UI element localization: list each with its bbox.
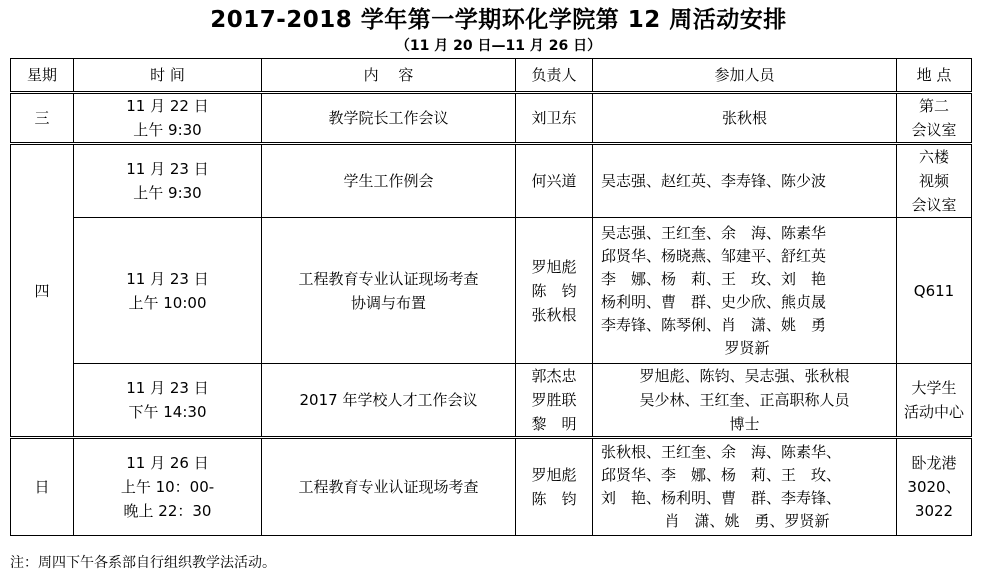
participants-line: 邱贤华、李 娜、杨 莉、王 玫、: [601, 466, 842, 484]
location-line: 活动中心: [903, 403, 964, 421]
location-line: 卧龙港: [911, 454, 957, 472]
location-line: 会议室: [911, 121, 957, 139]
leader-line: 陈 钧: [531, 281, 577, 300]
day-cell: 三: [11, 93, 74, 144]
time-line: 下午 14:30: [128, 403, 207, 421]
time-line: 晚上 22：30: [123, 502, 212, 520]
participants-line: 肖 潇、姚 勇、罗贤新: [664, 512, 830, 530]
location-line: 视频: [918, 172, 949, 190]
time-line: 11 月 22 日: [126, 97, 209, 115]
time-cell: [74, 218, 262, 364]
content-cell: [262, 218, 516, 364]
leader-cell: [516, 438, 593, 536]
time-line: 11 月 26 日: [126, 454, 209, 472]
leader-line: 罗胜联: [531, 391, 577, 409]
header-leader: 负责人: [516, 59, 593, 93]
leader-line: 刘卫东: [531, 109, 577, 127]
time-line: 上午 9:30: [133, 184, 202, 202]
participants-line: 李寿锋、陈琴俐、肖 潇、姚 勇: [601, 315, 827, 334]
header-day: 星期: [11, 59, 74, 93]
time-cell: [74, 364, 262, 438]
participants-cell: [593, 93, 897, 144]
leader-cell: [516, 93, 593, 144]
content-line: 工程教育专业认证现场考查: [298, 478, 479, 496]
leader-line: 罗旭彪: [531, 257, 577, 276]
location-cell: [897, 218, 972, 364]
table-row: [11, 364, 972, 438]
location-cell: [897, 364, 972, 438]
header-content: 内 容: [262, 59, 516, 93]
participants-line: 吴志强、王红奎、余 海、陈素华: [601, 223, 827, 242]
content-cell: [262, 364, 516, 438]
leader-line: 郭杰忠: [531, 367, 577, 385]
content-cell: [262, 438, 516, 536]
location-cell: [897, 438, 972, 536]
content-cell: [262, 144, 516, 218]
participants-line: 刘 艳、杨利明、曹 群、李寿锋、: [601, 489, 842, 507]
participants-cell: [593, 364, 897, 438]
table-row: [11, 93, 972, 144]
header-location: 地 点: [897, 59, 972, 93]
location-line: 3022: [914, 502, 954, 520]
leader-cell: [516, 144, 593, 218]
leader-line: 何兴道: [531, 172, 577, 190]
leader-line: 张秋根: [531, 305, 577, 324]
participants-line: 博士: [729, 415, 760, 433]
time-line: 上午 10：00-: [120, 478, 215, 496]
participants-line: 张秋根、王红奎、余 海、陈素华、: [601, 443, 842, 461]
schedule-table: [10, 58, 972, 536]
table-row: [11, 144, 972, 218]
content-line: 教学院长工作会议: [328, 109, 449, 127]
time-cell: [74, 438, 262, 536]
header-participants: 参加人员: [593, 59, 897, 93]
content-line: 工程教育专业认证现场考查: [298, 269, 479, 288]
time-line: 11 月 23 日: [126, 160, 209, 178]
participants-line: 罗旭彪、陈钧、吴志强、张秋根: [639, 367, 850, 385]
header-time: 时 间: [74, 59, 262, 93]
location-line: 会议室: [911, 196, 957, 214]
leader-cell: [516, 218, 593, 364]
participants-cell: [593, 144, 897, 218]
location-line: 第二: [918, 97, 949, 115]
day-cell: 日: [11, 438, 74, 536]
time-line: 上午 9:30: [133, 121, 202, 139]
content-line: 协调与布置: [350, 293, 426, 312]
document-subtitle: （11 月 20 日—11 月 26 日）: [395, 38, 602, 54]
leader-cell: [516, 364, 593, 438]
time-cell: [74, 144, 262, 218]
location-line: Q611: [913, 281, 955, 300]
leader-line: 黎 明: [531, 415, 577, 433]
participants-line: 吴志强、赵红英、李寿锋、陈少波: [601, 172, 827, 190]
participants-line: 李 娜、杨 莉、王 玫、刘 艳: [601, 269, 827, 288]
table-row: [11, 438, 972, 536]
content-line: 学生工作例会: [343, 172, 434, 190]
day-cell: 四: [11, 144, 74, 438]
time-cell: [74, 93, 262, 144]
location-cell: [897, 93, 972, 144]
participants-cell: [593, 438, 897, 536]
participants-line: 张秋根: [721, 109, 767, 127]
document-title: 2017-2018 学年第一学期环化学院第 12 周活动安排: [210, 7, 787, 33]
time-line: 上午 10:00: [128, 293, 207, 312]
time-line: 11 月 23 日: [126, 379, 209, 397]
time-line: 11 月 23 日: [126, 269, 209, 288]
location-cell: [897, 144, 972, 218]
leader-line: 罗旭彪: [531, 466, 577, 484]
participants-cell: [593, 218, 897, 364]
location-line: 六楼: [918, 148, 949, 166]
footnote: 注：周四下午各系部自行组织教学法活动。: [10, 555, 276, 571]
content-line: 2017 年学校人才工作会议: [299, 391, 478, 409]
leader-line: 陈 钧: [531, 490, 577, 508]
table-header-row: [11, 59, 972, 93]
location-line: 3020、: [907, 478, 961, 496]
participants-line: 杨利明、曹 群、史少欣、熊贞晟: [601, 292, 827, 311]
location-line: 大学生: [911, 379, 957, 397]
participants-line: 邱贤华、杨晓燕、邹建平、舒红英: [601, 246, 827, 265]
participants-line: 罗贤新: [724, 338, 770, 357]
content-cell: [262, 93, 516, 144]
participants-line: 吴少林、王红奎、正高职称人员: [639, 391, 850, 409]
table-row: [11, 218, 972, 364]
